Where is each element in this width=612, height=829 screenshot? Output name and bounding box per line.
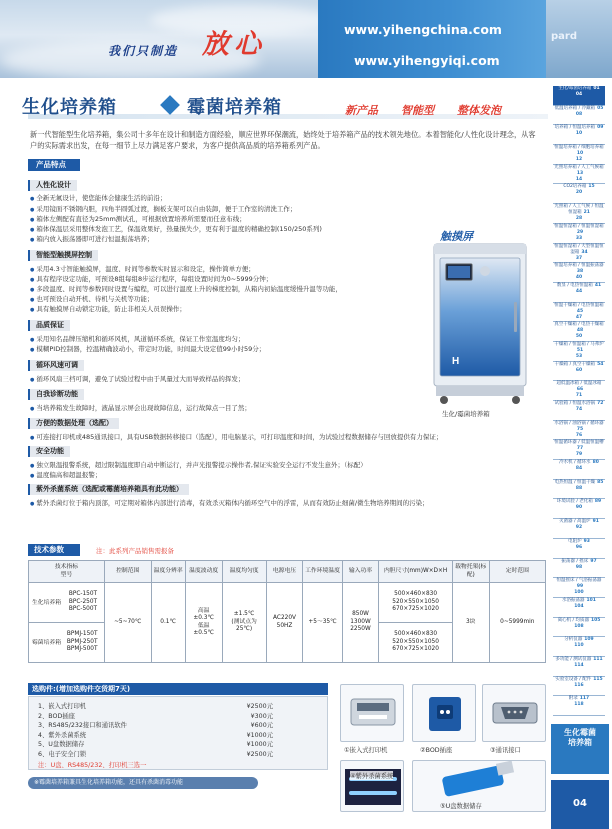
options-note: 注：U盘、RS485/232、打印机三选一 bbox=[38, 762, 147, 769]
side-index-page: 13 14 bbox=[575, 170, 584, 182]
feature-item: ● 具有程序设定功能，可预设8组每组8步运行程序，每组设置时间为0~5999分钟； bbox=[30, 274, 272, 285]
side-index-label: 环境试验 / 老化箱 bbox=[556, 499, 593, 505]
side-index-item[interactable] bbox=[553, 657, 605, 676]
side-index-page: 48 50 bbox=[575, 328, 584, 340]
feature-item: ● 紫外杀菌灯位于箱内顶部，可定期对箱体内部进行消毒，有效杀灭箱体内循环空气中的浮雷，从而有效防止细菌/微生物培养期间的污染； bbox=[30, 498, 429, 509]
side-index-item[interactable] bbox=[553, 696, 605, 715]
side-index-page: 21 28 bbox=[575, 210, 590, 222]
website-url-1: www.yihengchina.com bbox=[344, 22, 502, 37]
side-index-page: 66 71 bbox=[575, 387, 584, 399]
feature-item: ● 箱体保温层采用整体发泡工艺，保温效果好，热量损失少，更有利于温度的精确控制(150/250系列) bbox=[30, 224, 322, 235]
title-main: 生化培养箱 bbox=[22, 97, 117, 118]
side-index-label: 恒温恒湿箱 / 大型恒温恒湿箱 bbox=[554, 243, 604, 255]
feature-section-label: 安全功能 bbox=[28, 446, 70, 457]
side-index-page: 45 47 bbox=[575, 308, 584, 320]
side-index-label: 水浴振荡器 bbox=[562, 597, 585, 603]
cell-uniformity: ±1.5℃ (测试点为 25℃) bbox=[222, 583, 266, 663]
feature-section-label: 品质保证 bbox=[28, 320, 70, 331]
option-row bbox=[38, 750, 273, 759]
intro-text: 新一代智能型生化培养箱，集公司十多年在设计和制造方面经验，顺应世界环保潮流，始终处于培养箱产品的技术领先地位。本着智能化/人性化设计理念，从客户的实际需求出发，在每一细节上尽力满足客户要求，为客户提供高品质的培养箱系列产品。 bbox=[30, 130, 536, 150]
feature-section-label: 循环风速可调 bbox=[28, 360, 84, 371]
slogan-prefix: 我们只制造 bbox=[108, 44, 179, 58]
bottom-note: ※霉菌培养箱兼具生化培养箱功能，还具有杀菌消毒功能 bbox=[28, 777, 258, 789]
side-index-item[interactable] bbox=[553, 322, 605, 341]
col-uniformity: 温度均匀度 bbox=[222, 561, 266, 583]
side-index-label: 灭菌器 / 高温炉 bbox=[559, 519, 591, 525]
side-index-label: 电热恒温 / 恒温干燥 bbox=[554, 479, 596, 485]
option-row bbox=[38, 731, 273, 740]
col-range: 控制范围 bbox=[104, 561, 151, 583]
side-index-page: 75 76 bbox=[575, 426, 584, 438]
side-index-item[interactable] bbox=[553, 677, 605, 696]
option-price: ¥2500元 bbox=[246, 750, 273, 758]
side-index-label: CO2培养箱 bbox=[563, 184, 587, 190]
side-index-page: 01 04 bbox=[575, 86, 600, 97]
brand-logo: pard bbox=[551, 31, 577, 42]
side-index-label: 分析仪器 bbox=[564, 637, 583, 643]
spec-table bbox=[28, 560, 546, 663]
option-row bbox=[38, 740, 273, 749]
features-heading: 产品特点 bbox=[28, 159, 80, 171]
side-index-page: 29 33 bbox=[575, 229, 584, 241]
group-biochem: 生化培养箱 BPC-150T BPC-250T BPC-500T bbox=[29, 583, 105, 623]
feature-item: ● 独立限温报警系统，超过限制温度即自动中断运行，并声光报警提示操作者,保证实验安全运行不发生意外；（标配） bbox=[30, 460, 367, 471]
col-ambient: 工作环境温度 bbox=[303, 561, 342, 583]
feature-section-label: 方便的数据处理（选配） bbox=[28, 418, 119, 429]
option-name: 2、BOD插座 bbox=[38, 712, 75, 720]
side-index-label: 恒温循环器 / 低温恒温槽 bbox=[554, 440, 604, 446]
side-index-label: 电阻炉 bbox=[568, 538, 582, 544]
side-index-page: 05 08 bbox=[575, 105, 604, 117]
side-index-page: 85 88 bbox=[575, 479, 604, 491]
option-row bbox=[38, 702, 273, 711]
side-index-item[interactable] bbox=[553, 519, 605, 538]
feature-section-label: 自我诊断功能 bbox=[28, 389, 84, 400]
option-name: 4、紫外杀菌系统 bbox=[38, 731, 87, 739]
comm-port-image bbox=[482, 684, 546, 742]
side-index-item[interactable] bbox=[553, 598, 605, 617]
side-index-item[interactable] bbox=[553, 618, 605, 637]
side-index-item[interactable] bbox=[553, 303, 605, 322]
side-index-label: 恒温培养箱 / 细胞培养箱 bbox=[554, 145, 604, 151]
cell-fluctuation: 高温 ±0.3℃ 低温 ±0.5℃ bbox=[185, 583, 222, 663]
side-divider bbox=[553, 715, 605, 716]
side-index-label: 试验箱 / 恒温水浴锅 bbox=[554, 401, 596, 406]
col-timer: 定时范围 bbox=[489, 561, 545, 583]
side-index-label: 培养箱 / 恒温培养箱 bbox=[554, 125, 596, 131]
col-power: 电源电压 bbox=[266, 561, 303, 583]
option-name: 3、RS485/232接口和通讯软件 bbox=[38, 722, 127, 729]
side-index-item[interactable] bbox=[553, 184, 605, 203]
side-index-page: 54 60 bbox=[575, 361, 604, 373]
accessory-label: ④紫外杀菌系统 bbox=[350, 773, 394, 780]
side-index-label: 实验室设备 / 配件 bbox=[555, 676, 592, 682]
page-number: 04 bbox=[551, 780, 609, 829]
accessory-label: ②BOD插座 bbox=[420, 747, 453, 754]
touchscreen-label: 触摸屏 bbox=[440, 230, 473, 243]
feature-item: ● 可连接打印机或485通讯接口，具有USB数据转移接口（选配），用电脑显示，可打印温度和时间，为试验过程数据储存与回放提供有力保证； bbox=[30, 432, 442, 443]
side-index-page: 34 37 bbox=[575, 249, 588, 261]
feature-item: ● 箱体左侧配有直径为25mm测试孔，可根据放置培养所需要而任意布线； bbox=[30, 214, 246, 225]
feature-item: ● 采用知名品牌压缩机和循环风机，风道循环系统，保证工作室温度均匀； bbox=[30, 334, 244, 345]
side-index-item[interactable] bbox=[553, 283, 605, 302]
feature-item: ● 模糊PID控制器，控温精确波动小，带定时功能，时间最大设定值99小时59分； bbox=[30, 344, 265, 355]
feature-item: ● 循环风扇三档可调，避免了试验过程中由于风量过大而导致样品的挥发； bbox=[30, 374, 244, 385]
side-index-page: 109 110 bbox=[574, 637, 594, 649]
side-index-label: 真空干燥箱 / 电热干燥箱 bbox=[554, 322, 604, 328]
side-index-item[interactable] bbox=[553, 440, 605, 459]
side-index-page: 77 79 bbox=[575, 446, 584, 458]
feature-item: ● 具有触摸屏自动锁定功能，防止非相关人员误操作； bbox=[30, 304, 186, 315]
side-index-item[interactable] bbox=[553, 244, 605, 263]
accessory-label: ①嵌入式打印机 bbox=[344, 747, 388, 754]
side-index-page: 72 74 bbox=[575, 401, 604, 412]
side-index-page: 93 96 bbox=[575, 538, 590, 550]
side-index-label: 恒温培养箱 / 恒温振荡器 bbox=[554, 263, 604, 269]
product-caption: 生化/霉菌培养箱 bbox=[442, 410, 490, 418]
side-index-label: 水浴锅 / 油浴锅 / 循环器 bbox=[554, 420, 604, 426]
side-index-page: 15 20 bbox=[575, 184, 595, 196]
side-index-label: 数显 / 电热恒温箱 bbox=[556, 282, 593, 288]
tag-new: 新产品 bbox=[345, 104, 378, 117]
side-index bbox=[553, 86, 605, 721]
side-index-label: 振荡器 / 摇床 bbox=[561, 558, 589, 564]
slogan-highlight: 放心 bbox=[202, 29, 266, 60]
option-price: ¥600元 bbox=[250, 722, 273, 729]
cell-resolution: 0.1℃ bbox=[151, 583, 185, 663]
col-model: 技术指标 型号 bbox=[29, 561, 105, 583]
side-index-item[interactable] bbox=[553, 125, 605, 144]
uv-lamp-image bbox=[340, 760, 404, 812]
side-index-page: 97 98 bbox=[575, 558, 597, 570]
cell-range: ~5~70℃ bbox=[104, 583, 151, 663]
side-index-page: 105 108 bbox=[574, 617, 601, 629]
side-index-page: 10 12 bbox=[575, 151, 584, 163]
side-index-page: 117 118 bbox=[574, 696, 590, 708]
side-index-label: 干燥箱 / 恒温箱 / 马弗炉 bbox=[554, 341, 604, 347]
side-index-item[interactable] bbox=[553, 165, 605, 184]
side-index-page: 41 44 bbox=[575, 282, 602, 294]
side-index-item[interactable] bbox=[553, 86, 605, 105]
col-resolution: 温度分辨率 bbox=[151, 561, 185, 583]
feature-item: ● 当培养箱发生故障时，液晶显示屏会出现故障信息，运行故障点一目了然； bbox=[30, 403, 251, 414]
side-index-item[interactable] bbox=[553, 342, 605, 361]
cell-dimensions: 500×460×830 520×550×1050 670×725×1020 bbox=[379, 583, 453, 623]
side-index-item[interactable] bbox=[553, 480, 605, 499]
side-index-label: 冷水机 / 循环水 bbox=[559, 460, 591, 466]
side-index-page: 89 90 bbox=[575, 499, 602, 511]
side-index-page: 80 84 bbox=[575, 460, 599, 472]
option-row bbox=[38, 721, 273, 730]
side-index-label: 恒温恒湿箱 / 恒温恒湿箱 bbox=[554, 223, 604, 229]
option-price: ¥2500元 bbox=[246, 703, 273, 710]
feature-section-label: 紫外杀菌系统（选配或霉菌培养箱具有此功能） bbox=[28, 484, 189, 495]
cell-power: AC220V 50HZ bbox=[266, 583, 303, 663]
title-sub: 霉菌培养箱 bbox=[187, 97, 282, 118]
col-dimensions: 内胆尺寸(mm)W×D×H bbox=[379, 561, 453, 583]
svg-text:H: H bbox=[452, 356, 460, 367]
cell-input-power: 850W 1300W 2250W bbox=[342, 583, 379, 663]
col-shelves: 载物托架(标配) bbox=[452, 561, 489, 583]
option-name: 1、嵌入式打印机 bbox=[38, 703, 87, 710]
side-index-label: 恒温干燥箱 / 电热恒温箱 bbox=[554, 302, 604, 308]
side-index-item[interactable] bbox=[553, 499, 605, 518]
side-index-page: 101 104 bbox=[574, 597, 596, 609]
feature-item: ● 温度偏高和超温报警； bbox=[30, 470, 101, 481]
website-url-2: www.yihengyiqi.com bbox=[354, 53, 500, 68]
cell-dimensions: 500×460×830 520×550×1050 670×725×1020 bbox=[379, 623, 453, 663]
spec-note: 注：此系列产品销售需报备 bbox=[96, 547, 174, 555]
side-index-item[interactable] bbox=[553, 362, 605, 381]
table-header-row bbox=[29, 561, 546, 583]
incubator-image bbox=[426, 232, 536, 407]
side-index-page: 09 10 bbox=[575, 125, 604, 137]
feature-section-label: 智能型触摸屏控制 bbox=[28, 250, 98, 261]
side-index-label: 恒温摇床 / 气浴振荡器 bbox=[556, 578, 602, 584]
cell-shelves: 3块 bbox=[452, 583, 489, 663]
table-row bbox=[29, 583, 546, 623]
side-category: 生化霉菌培养箱 bbox=[551, 724, 609, 774]
side-index-page: 99 100 bbox=[574, 584, 584, 596]
side-index-item[interactable] bbox=[553, 401, 605, 420]
side-index-item[interactable] bbox=[553, 421, 605, 440]
side-index-item[interactable] bbox=[553, 460, 605, 479]
col-input-power: 输入功率 bbox=[342, 561, 379, 583]
option-name: 6、电子安全门锁 bbox=[38, 750, 87, 758]
side-index-item[interactable] bbox=[553, 637, 605, 656]
feature-section-label: 人性化设计 bbox=[28, 180, 77, 191]
feature-item: ● 采用4.3寸智能触摸屏，温度、时间等参数实时显示和设定，操作简单方便； bbox=[30, 264, 255, 275]
side-index-item[interactable] bbox=[553, 381, 605, 400]
spec-heading: 技术参数 bbox=[28, 544, 80, 556]
side-index-item[interactable] bbox=[553, 224, 605, 243]
side-index-item[interactable] bbox=[553, 559, 605, 578]
option-price: ¥300元 bbox=[250, 712, 273, 720]
feature-item: ● 采用镜面不锈钢内胆，四角半圆弧过渡，搁板支架可以自由装卸，便于工作室的清洗工作； bbox=[30, 204, 296, 215]
side-index-item[interactable] bbox=[553, 106, 605, 125]
side-index-item[interactable] bbox=[553, 263, 605, 282]
side-index-item[interactable] bbox=[553, 578, 605, 597]
accessory-label: ③通讯接口 bbox=[490, 747, 521, 754]
printer-image bbox=[340, 684, 404, 742]
side-index-label: 附录 bbox=[568, 696, 578, 702]
feature-item: ● 箱内放入振荡器即可进行恒温振荡培养； bbox=[30, 234, 153, 245]
group-mold: 霉菌培养箱 BPMJ-150T BPMJ-250T BPMJ-500T bbox=[29, 623, 105, 663]
tag-smart: 智能型 bbox=[401, 104, 434, 117]
side-index-item[interactable] bbox=[553, 145, 605, 164]
accessory-label: ⑤U盘数据储存 bbox=[440, 803, 482, 810]
side-index-label: 生化/霉菌培养箱 bbox=[558, 86, 592, 91]
side-index-label: 多功能 / 测试仪器 bbox=[555, 656, 592, 662]
side-index-label: 光照箱 / 人工气候 / 恒温恒湿箱 bbox=[554, 204, 604, 216]
option-price: ¥1000元 bbox=[246, 731, 273, 739]
side-index-page: 115 116 bbox=[574, 676, 603, 688]
side-index-page: 38 40 bbox=[575, 269, 584, 281]
feature-item: ● 全新无氟设计，使您能体会健康生活的前沿； bbox=[30, 193, 166, 204]
options-heading: 选购件:(增加选购件交货期7天) bbox=[28, 683, 328, 695]
side-index-item[interactable] bbox=[553, 539, 605, 558]
feature-item: ● 也可预设自动开机、待机与关机等功能； bbox=[30, 294, 153, 305]
col-fluctuation: 温度波动度 bbox=[185, 561, 222, 583]
side-index-label: 光照培养箱 / 人工气候箱 bbox=[554, 164, 604, 170]
side-index-label: 超低温冰箱 / 低温冰箱 bbox=[556, 381, 602, 387]
cell-timer: 0~5999min bbox=[489, 583, 545, 663]
option-name: 5、U盘数据储存 bbox=[38, 741, 85, 748]
feature-item: ● 多段温度、时间等参数同时设置与编程，可以进行温度上升的梯度控制，从箱内初始温度缓慢升温等功能， bbox=[30, 284, 342, 295]
side-index-page: 51 53 bbox=[575, 347, 584, 359]
side-index-label: 离心机 / 均质器 bbox=[557, 617, 589, 623]
side-index-item[interactable] bbox=[553, 204, 605, 223]
cell-ambient: +5～35℃ bbox=[303, 583, 342, 663]
header-banner bbox=[0, 0, 612, 78]
bod-socket-image bbox=[412, 684, 476, 742]
side-index-page: 111 114 bbox=[574, 656, 603, 668]
side-index-page: 91 92 bbox=[575, 519, 599, 531]
side-index-label: 低温培养箱 / 冷藏箱 bbox=[554, 105, 596, 111]
option-price: ¥1000元 bbox=[246, 741, 273, 748]
option-row bbox=[38, 712, 273, 721]
tag-foam: 整体发泡 bbox=[457, 104, 501, 117]
side-index-label: 干燥箱 / 真空干燥箱 bbox=[554, 361, 596, 367]
